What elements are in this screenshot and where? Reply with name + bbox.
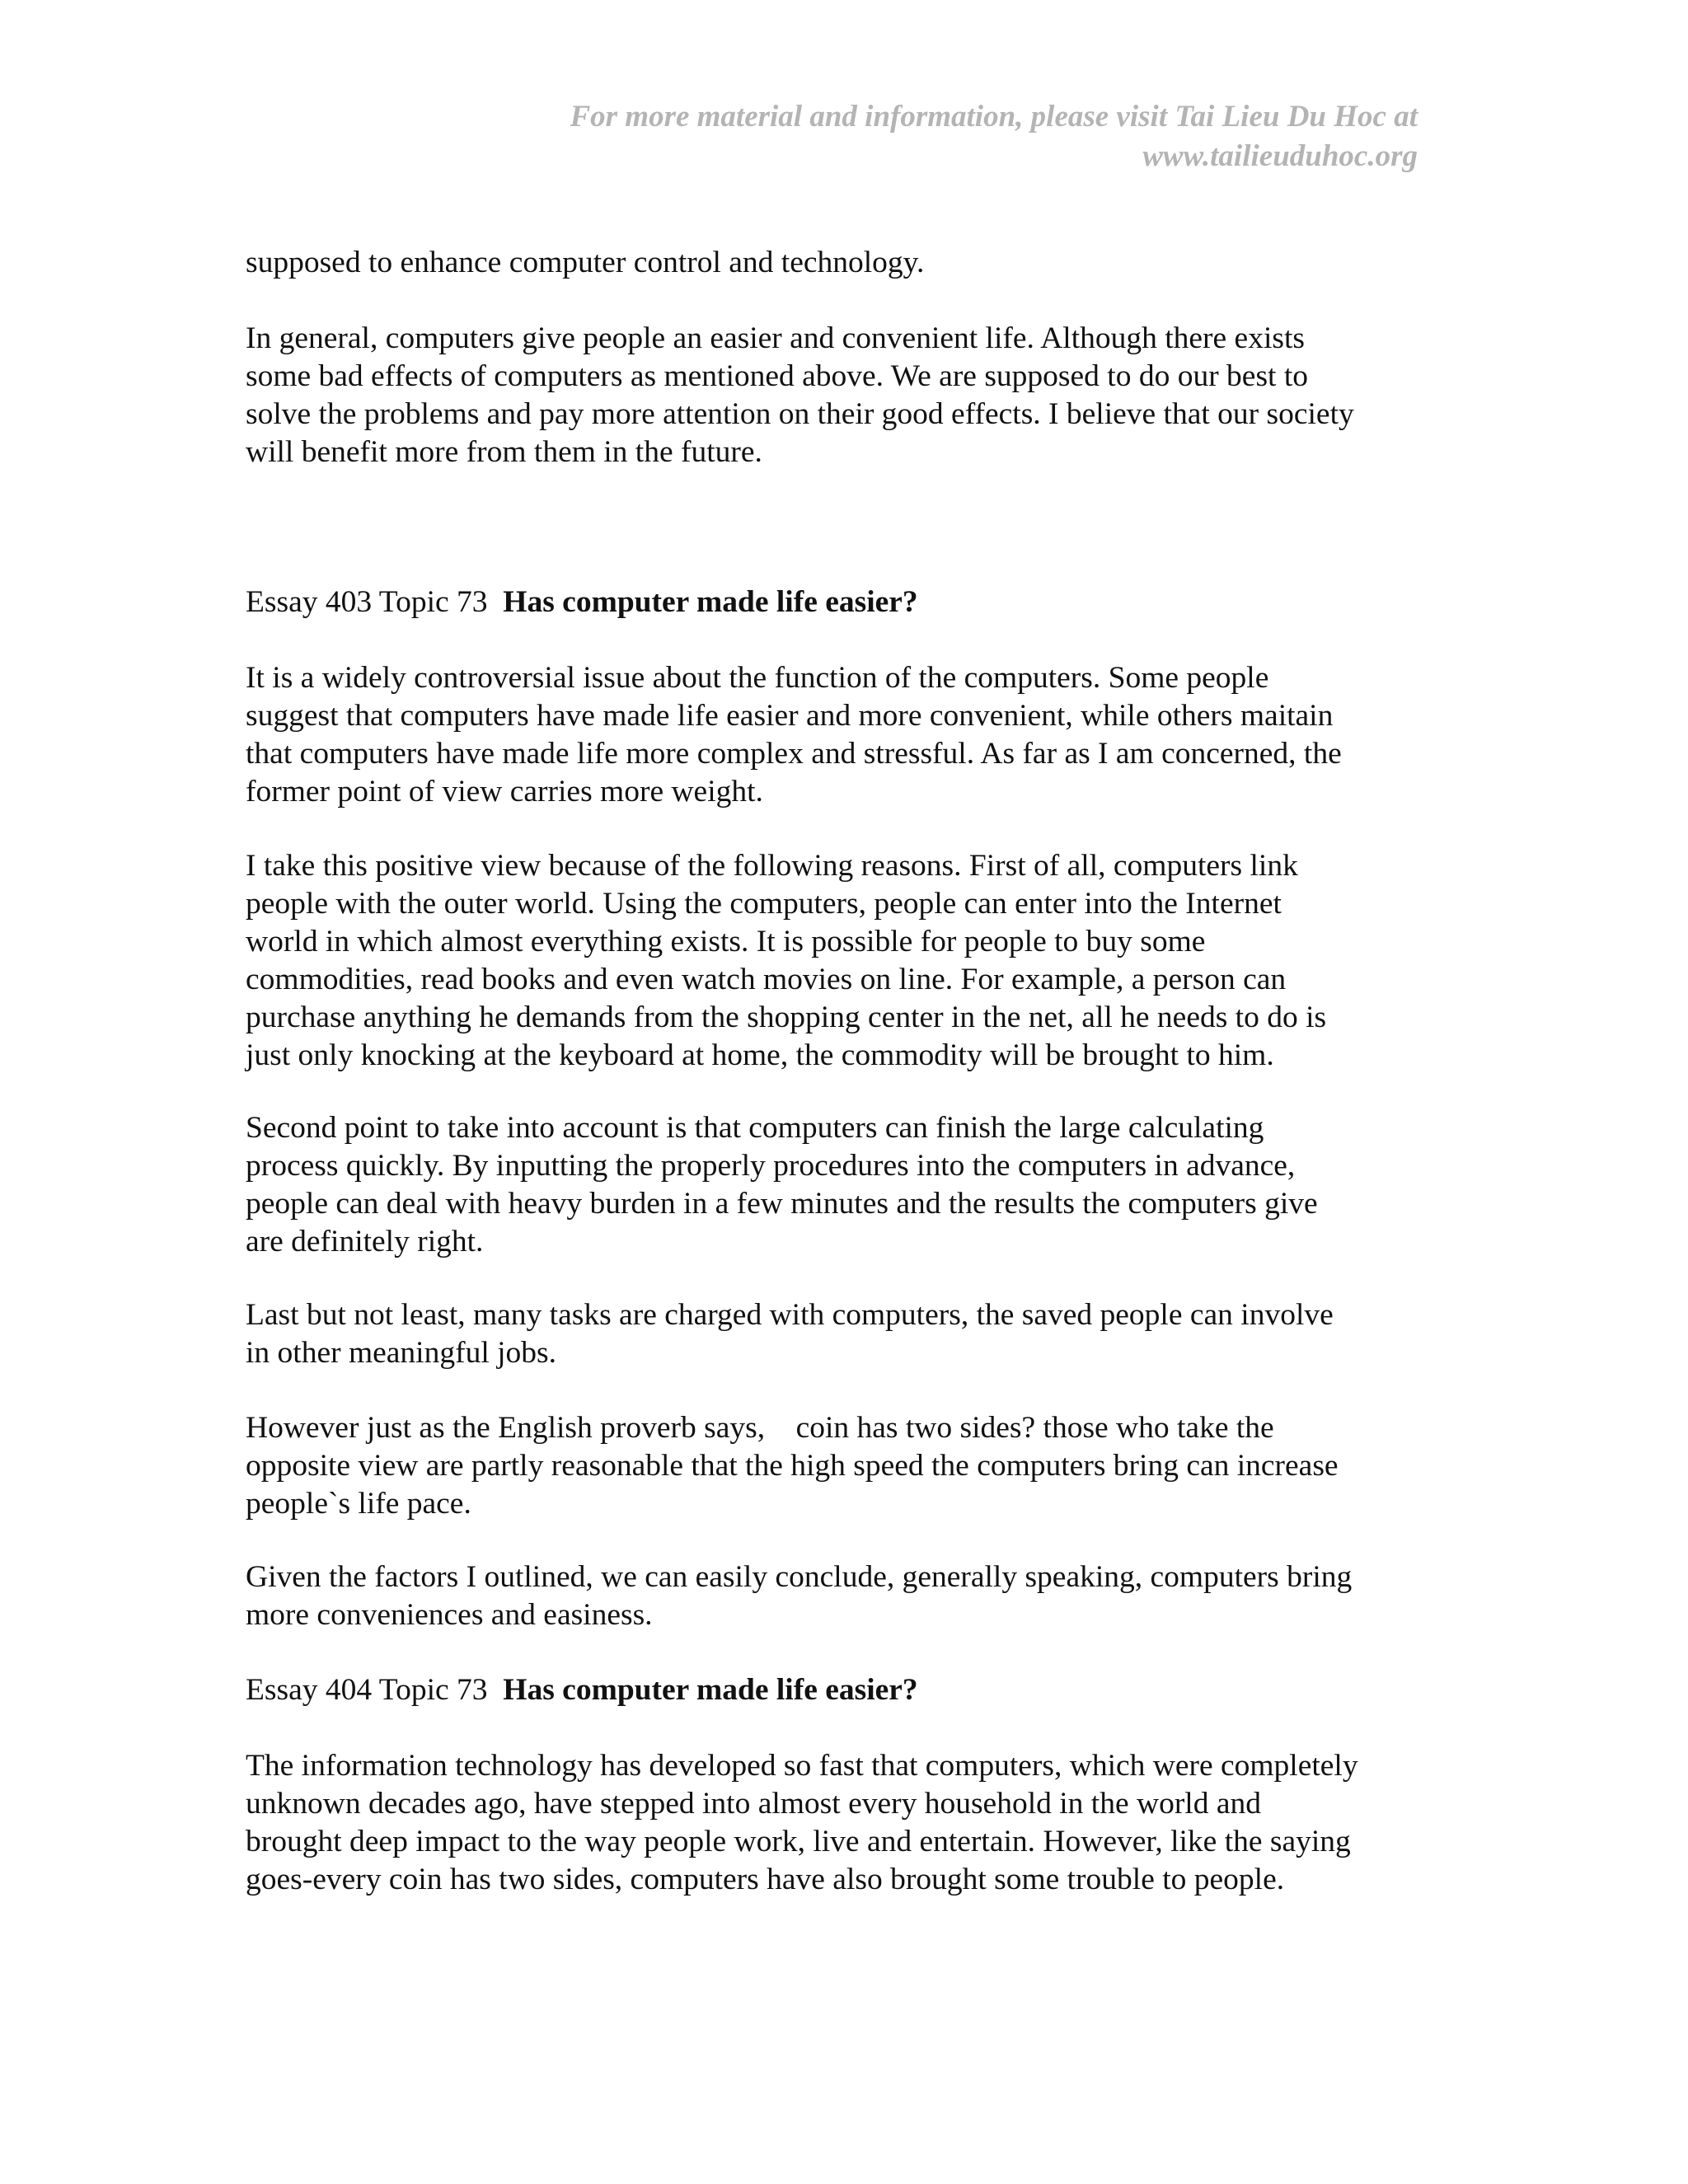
header-url: www.tailieuduhoc.org [1142,139,1418,173]
text-line: people can deal with heavy burden in a few minutes and the results the computers give [246,1187,1318,1221]
essay-title: Has computer made life easier? [503,585,918,619]
text-line: supposed to enhance computer control and technology. [246,246,925,279]
paragraph [246,320,1449,471]
text-line: I take this positive view because of the following reasons. First of all, computers link [246,849,1298,883]
text-line: The information technology has developed so fast that computers, which were completely [246,1749,1358,1783]
essay-heading [246,1671,1449,1709]
text-line: Second point to take into account is that computers can finish the large calculating [246,1111,1264,1145]
paragraph [246,1296,1449,1372]
paragraph [246,244,1449,282]
text-line: process quickly. By inputting the properly procedures into the computers in advance, [246,1149,1296,1183]
text-line: Last but not least, many tasks are charged with computers, the saved people can involve [246,1298,1334,1332]
text-line: that computers have made life more complex and stressful. As far as I am concerned, the [246,737,1342,771]
essay-heading [246,583,1449,621]
text-line: world in which almost everything exists. It is possible for people to buy some [246,925,1206,958]
text-line: However just as the English proverb says, coin has two sides? those who take the [246,1411,1274,1445]
text-line: It is a widely controversial issue about the function of the computers. Some people [246,661,1269,695]
text-line: suggest that computers have made life easier and more convenient, while others maitain [246,699,1334,733]
text-line: goes-every coin has two sides, computers have also brought some trouble to people. [246,1863,1285,1896]
paragraph [246,847,1449,1075]
text-line: people`s life pace. [246,1487,471,1521]
text-line: former point of view carries more weight. [246,775,763,808]
text-line: purchase anything he demands from the shopping center in the net, all he needs to do is [246,1001,1327,1034]
text-line: people with the outer world. Using the computers, people can enter into the Internet [246,887,1282,921]
essay-label: Essay 403 Topic 73 [246,585,488,619]
text-line: opposite view are partly reasonable that the high speed the computers bring can increase [246,1449,1339,1483]
text-line: unknown decades ago, have stepped into almost every household in the world and [246,1787,1261,1821]
header-line-1: For more material and information, please visit Tai Lieu Du Hoc at [570,100,1418,134]
paragraph [246,1747,1449,1899]
text-line: more conveniences and easiness. [246,1598,653,1632]
text-line: commodities, read books and even watch movies on line. For example, a person can [246,963,1287,996]
text-line: will benefit more from them in the future. [246,435,762,469]
essay-label: Essay 404 Topic 73 [246,1673,488,1707]
text-line: are definitely right. [246,1225,484,1258]
paragraph [246,1558,1449,1634]
text-line: some bad effects of computers as mentioned above. We are supposed to do our best to [246,359,1309,393]
text-line: brought deep impact to the way people work, live and entertain. However, like the saying [246,1825,1351,1858]
essay-title: Has computer made life easier? [503,1673,918,1707]
paragraph [246,1409,1449,1523]
text-line: Given the factors I outlined, we can easily conclude, generally speaking, computers bring [246,1560,1353,1594]
text-line: In general, computers give people an easier and convenient life. Although there exists [246,321,1305,355]
text-line: in other meaningful jobs. [246,1336,557,1370]
text-line: solve the problems and pay more attention on their good effects. I believe that our society [246,397,1354,431]
paragraph [246,1109,1449,1261]
text-line: just only knocking at the keyboard at home, the commodity will be brought to him. [246,1038,1274,1072]
paragraph [246,659,1449,811]
page-header [429,97,1418,176]
